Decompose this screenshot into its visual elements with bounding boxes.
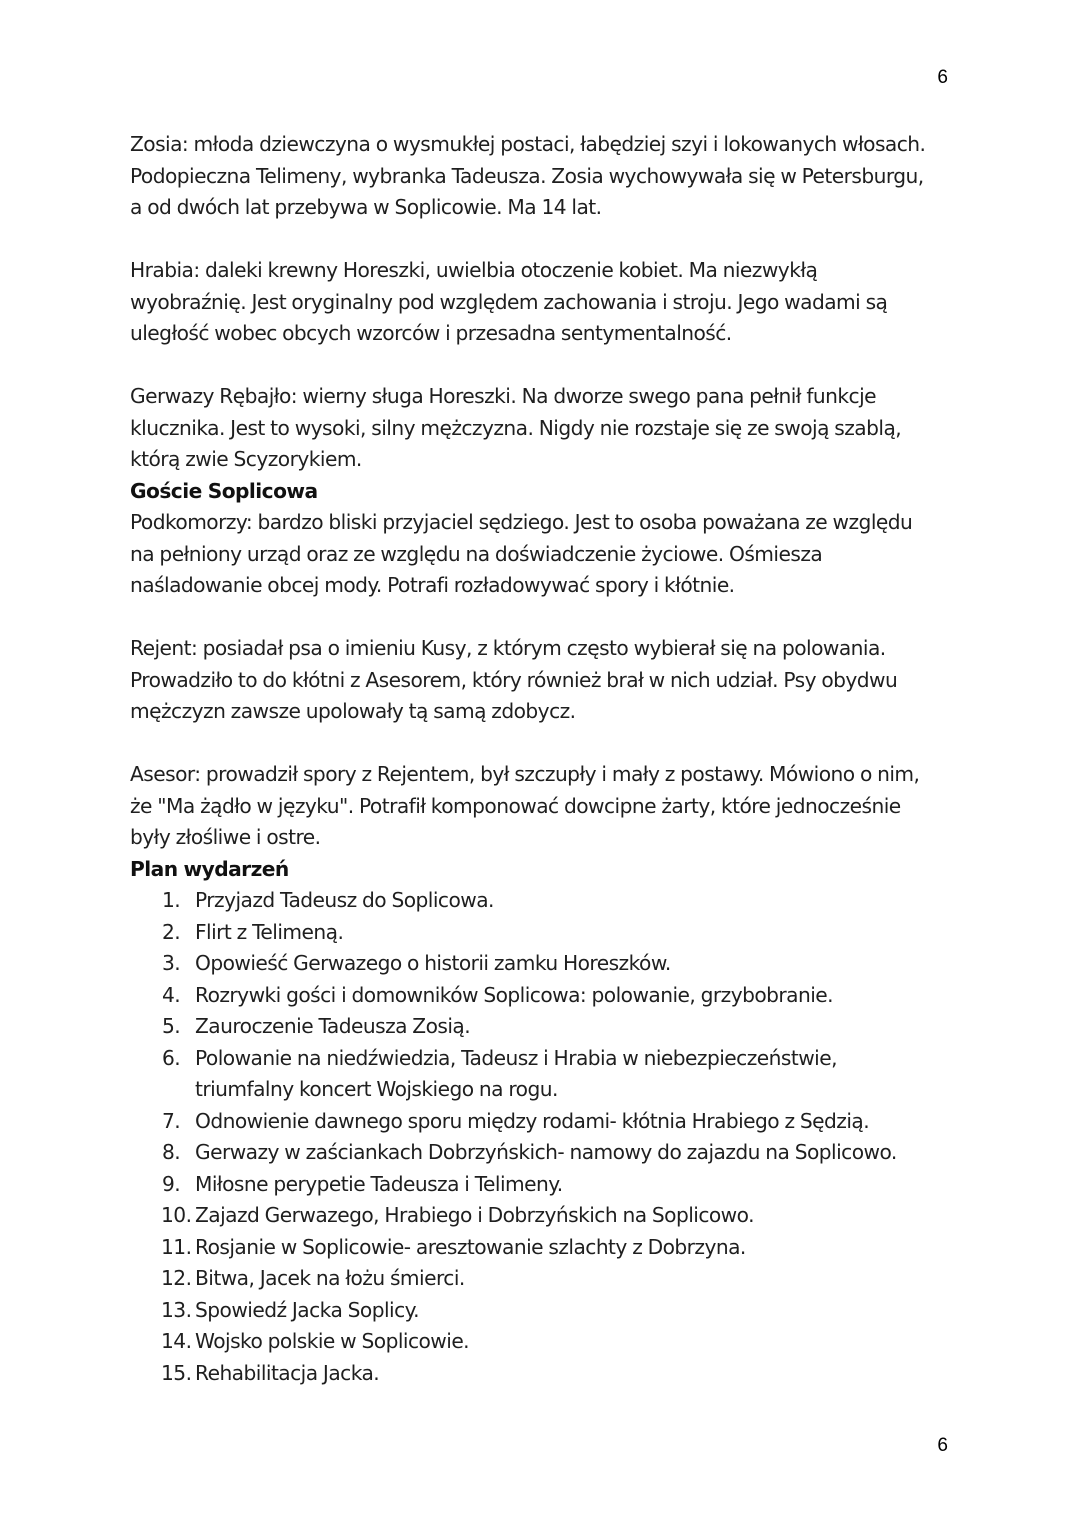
plan-item-number: 12. (161, 1266, 192, 1290)
plan-item-number: 13. (161, 1297, 192, 1322)
guest-line: naśladowanie obcej mody. Potrafi rozładowywać spory i kłótnie. (130, 573, 735, 597)
character-line: klucznika. Jest to wysoki, silny mężczyzna. Nigdy nie rozstaje się ze swoją szablą, (130, 415, 902, 440)
character-paragraph (130, 381, 960, 476)
plan-item-text: Rozrywki gości i domowników Soplicowa: polowanie, grzybobranie. (195, 982, 834, 1007)
plan-item-text: Bitwa, Jacek na łożu śmierci. (195, 1266, 465, 1290)
character-line: wyobraźnię. Jest oryginalny pod względem zachowania i stroju. Jego wadami są (130, 289, 888, 314)
plan-list-item (162, 1169, 960, 1201)
plan-item-text: Rehabilitacja Jacka. (195, 1360, 380, 1385)
guest-line: Asesor: prowadził spory z Rejentem, był szczupły i mały z postawy. Mówiono o nim, (130, 762, 920, 786)
plan-item-number: 1. (162, 888, 181, 912)
plan-item-text: Spowiedź Jacka Soplicy. (195, 1297, 420, 1322)
plan-item-text: Gerwazy w zaściankach Dobrzyńskich- namowy do zajazdu na Soplicowo. (195, 1140, 897, 1164)
guest-line: mężczyzn zawsze upolowały tą samą zdobycz. (130, 699, 576, 723)
plan-list-item (162, 917, 960, 949)
character-line: a od dwóch lat przebywa w Soplicowie. Ma 14 lat. (130, 195, 602, 219)
character-line: Gerwazy Rębajło: wierny sługa Horeszki. Na dworze swego pana pełnił funkcje (130, 384, 876, 408)
plan-list-item (162, 1232, 960, 1264)
guest-paragraph (130, 633, 960, 728)
paragraph-gap (130, 350, 960, 382)
plan-item-number: 14. (161, 1329, 192, 1353)
character-line: Zosia: młoda dziewczyna o wysmukłej postaci, łabędziej szyi i lokowanych włosach. (130, 132, 926, 156)
plan-item-text: Rosjanie w Soplicowie- aresztowanie szlachty z Dobrzyna. (195, 1234, 746, 1259)
plan-item-text: Przyjazd Tadeusz do Soplicowa. (195, 888, 494, 912)
plan-item-text: Flirt z Telimeną. (195, 919, 344, 944)
guest-paragraph (130, 759, 960, 854)
character-line: Hrabia: daleki krewny Horeszki, uwielbia otoczenie kobiet. Ma niezwykłą (130, 258, 818, 282)
plan-item-number: 15. (161, 1360, 192, 1385)
plan-list-item (162, 885, 960, 917)
plan-list-item (162, 1011, 960, 1043)
plan-list-item (162, 1358, 960, 1390)
plan-item-number: 9. (162, 1171, 181, 1196)
character-paragraph (130, 129, 960, 224)
plan-item-number: 3. (162, 951, 181, 975)
guests-heading: Goście Soplicowa (130, 478, 318, 503)
plan-item-number: 11. (161, 1234, 192, 1259)
plan-item-text: Odnowienie dawnego sporu między rodami- kłótnia Hrabiego z Sędzią. (195, 1108, 870, 1133)
guest-line: Podkomorzy: bardzo bliski przyjaciel sędziego. Jest to osoba poważana ze względu (130, 510, 913, 534)
paragraph-gap (130, 728, 960, 760)
character-line: uległość wobec obcych wzorców i przesadna sentymentalność. (130, 321, 732, 345)
character-line: Podopieczna Telimeny, wybranka Tadeusza. Zosia wychowywała się w Petersburgu, (130, 163, 924, 188)
guest-paragraph (130, 507, 960, 602)
plan-item-text: Wojsko polskie w Soplicowie. (195, 1329, 470, 1353)
plan-item-number: 5. (162, 1014, 181, 1038)
plan-item-text: Miłosne perypetie Tadeusza i Telimeny. (195, 1171, 563, 1196)
plan-item-text: triumfalny koncert Wojskiego na rogu. (195, 1077, 558, 1101)
paragraph-gap (130, 602, 960, 634)
character-line: którą zwie Scyzorykiem. (130, 447, 362, 471)
plan-list-item (162, 1295, 960, 1327)
character-paragraph (130, 255, 960, 350)
page-number-top: 6 (937, 67, 948, 88)
plan-list-item (162, 1263, 960, 1295)
plan-item-number: 10. (161, 1203, 192, 1227)
guest-line: na pełniony urząd oraz ze względu na doświadczenie życiowe. Ośmiesza (130, 541, 823, 566)
plan-list-item (162, 1137, 960, 1169)
guest-line: Rejent: posiadał psa o imieniu Kusy, z którym często wybierał się na polowania. (130, 636, 886, 660)
plan-list-item (162, 1326, 960, 1358)
document-body (130, 129, 960, 1389)
plan-list-item (162, 1106, 960, 1138)
plan-item-number: 2. (162, 919, 181, 944)
paragraph-gap (130, 224, 960, 256)
page-number-bottom: 6 (937, 1435, 948, 1456)
plan-item-text: Opowieść Gerwazego o historii zamku Horeszków. (195, 951, 671, 975)
plan-item-number: 8. (162, 1140, 181, 1164)
plan-item-number: 6. (162, 1045, 181, 1070)
guest-line: były złośliwe i ostre. (130, 825, 321, 849)
plan-item-number: 7. (162, 1108, 181, 1133)
plan-list (130, 885, 960, 1389)
plan-list-item (162, 980, 960, 1012)
guest-line: Prowadziło to do kłótni z Asesorem, który również brał w nich udział. Psy obydwu (130, 667, 898, 692)
plan-item-text: Polowanie na niedźwiedzia, Tadeusz i Hrabia w niebezpieczeństwie, (195, 1045, 837, 1070)
characters-section (130, 129, 960, 476)
plan-list-item (162, 948, 960, 980)
plan-item-text: Zauroczenie Tadeusza Zosią. (195, 1014, 471, 1038)
guests-section (130, 507, 960, 854)
plan-list-item (162, 1200, 960, 1232)
plan-item-text: Zajazd Gerwazego, Hrabiego i Dobrzyńskich na Soplicowo. (195, 1203, 754, 1227)
plan-heading: Plan wydarzeń (130, 856, 289, 881)
plan-item-number: 4. (162, 982, 181, 1007)
plan-list-item (162, 1043, 960, 1106)
guest-line: że "Ma żądło w języku". Potrafił komponować dowcipne żarty, które jednocześnie (130, 793, 901, 818)
